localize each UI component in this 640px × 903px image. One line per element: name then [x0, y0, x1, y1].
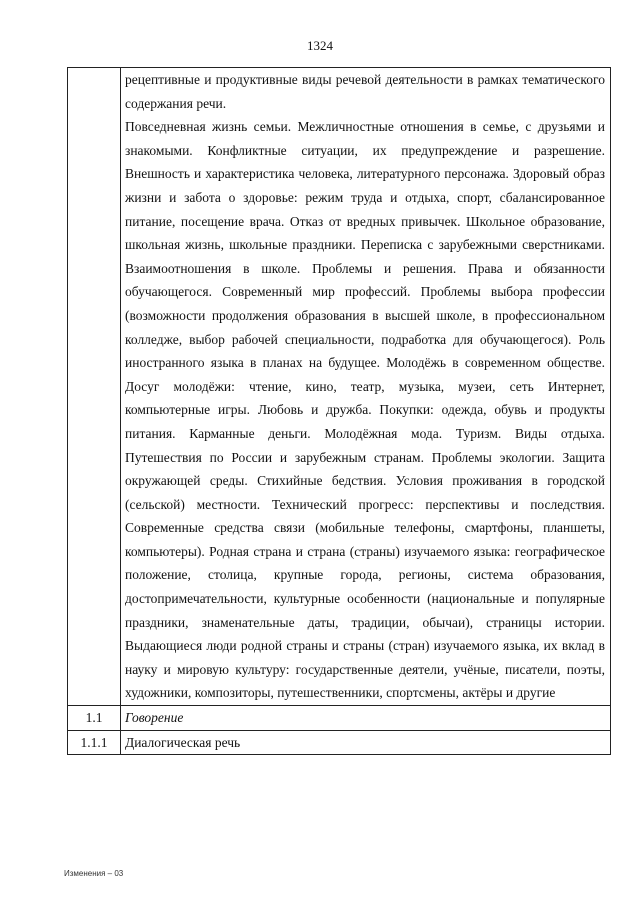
table-row	[68, 68, 611, 706]
table-row	[68, 730, 611, 755]
content-table	[67, 67, 611, 755]
section-number: 1.1	[68, 706, 121, 731]
section-title: Диалогическая речь	[121, 730, 611, 755]
section-title: Говорение	[121, 706, 611, 731]
table-cell-content	[121, 68, 611, 706]
page-number: 1324	[307, 38, 333, 53]
footer-note: Изменения – 03	[64, 869, 124, 878]
section-number: 1.1.1	[68, 730, 121, 755]
content-paragraph: рецептивные и продуктивные виды речевой деятельности в рамках тематического содержания речи.	[125, 72, 605, 111]
table-cell-num	[68, 68, 121, 706]
content-paragraph: Повседневная жизнь семьи. Межличностные отношения в семье, с друзьями и знакомыми. Конфликтные ситуации, их предупреждение и разрешение. Внешность и характеристика человека, литературного персонажа. Здоровый образ жизни и забота о здоровье: режим труда и отдыха, спорт, сбалансированное питание, посещение врача. Отказ от вредных привычек. Школьное образование, школьная жизнь, школьные праздники. Переписка с зарубежными сверстниками. Взаимоотношения в школе. Проблемы и решения. Права и обязанности обучающегося. Современный мир профессий. Проблемы выбора профессии (возможности продолжения образования в высшей школе, в профессиональном колледже, выбор рабочей специальности, подработка для обучающегося). Роль иностранного языка в планах на будущее. Молодёжь в современном обществе. Досуг молодёжи: чтение, кино, театр, музыка, музеи, сеть Интернет, компьютерные игры. Любовь и дружба. Покупки: одежда, обувь и продукты питания. Карманные деньги. Молодёжная мода. Туризм. Виды отдыха. Путешествия по России и зарубежным странам. Проблемы экологии. Защита окружающей среды. Стихийные бедствия. Условия проживания в городской (сельской) местности. Технический прогресс: перспективы и последствия. Современные средства связи (мобильные телефоны, смартфоны, планшеты, компьютеры). Родная страна и страна (страны) изучаемого языка: географическое положение, столица, крупные города, регионы, система образования, достопримечательности, культурные особенности (национальные и популярные праздники, знаменательные даты, традиции, обычаи), страницы истории. Выдающиеся люди родной страны и страны (стран) изучаемого языка, их вклад в науку и мировую культуру: государственные деятели, учёные, писатели, поэты, художники, композиторы, путешественники, спортсмены, актёры и другие	[125, 119, 605, 701]
table-row	[68, 706, 611, 731]
